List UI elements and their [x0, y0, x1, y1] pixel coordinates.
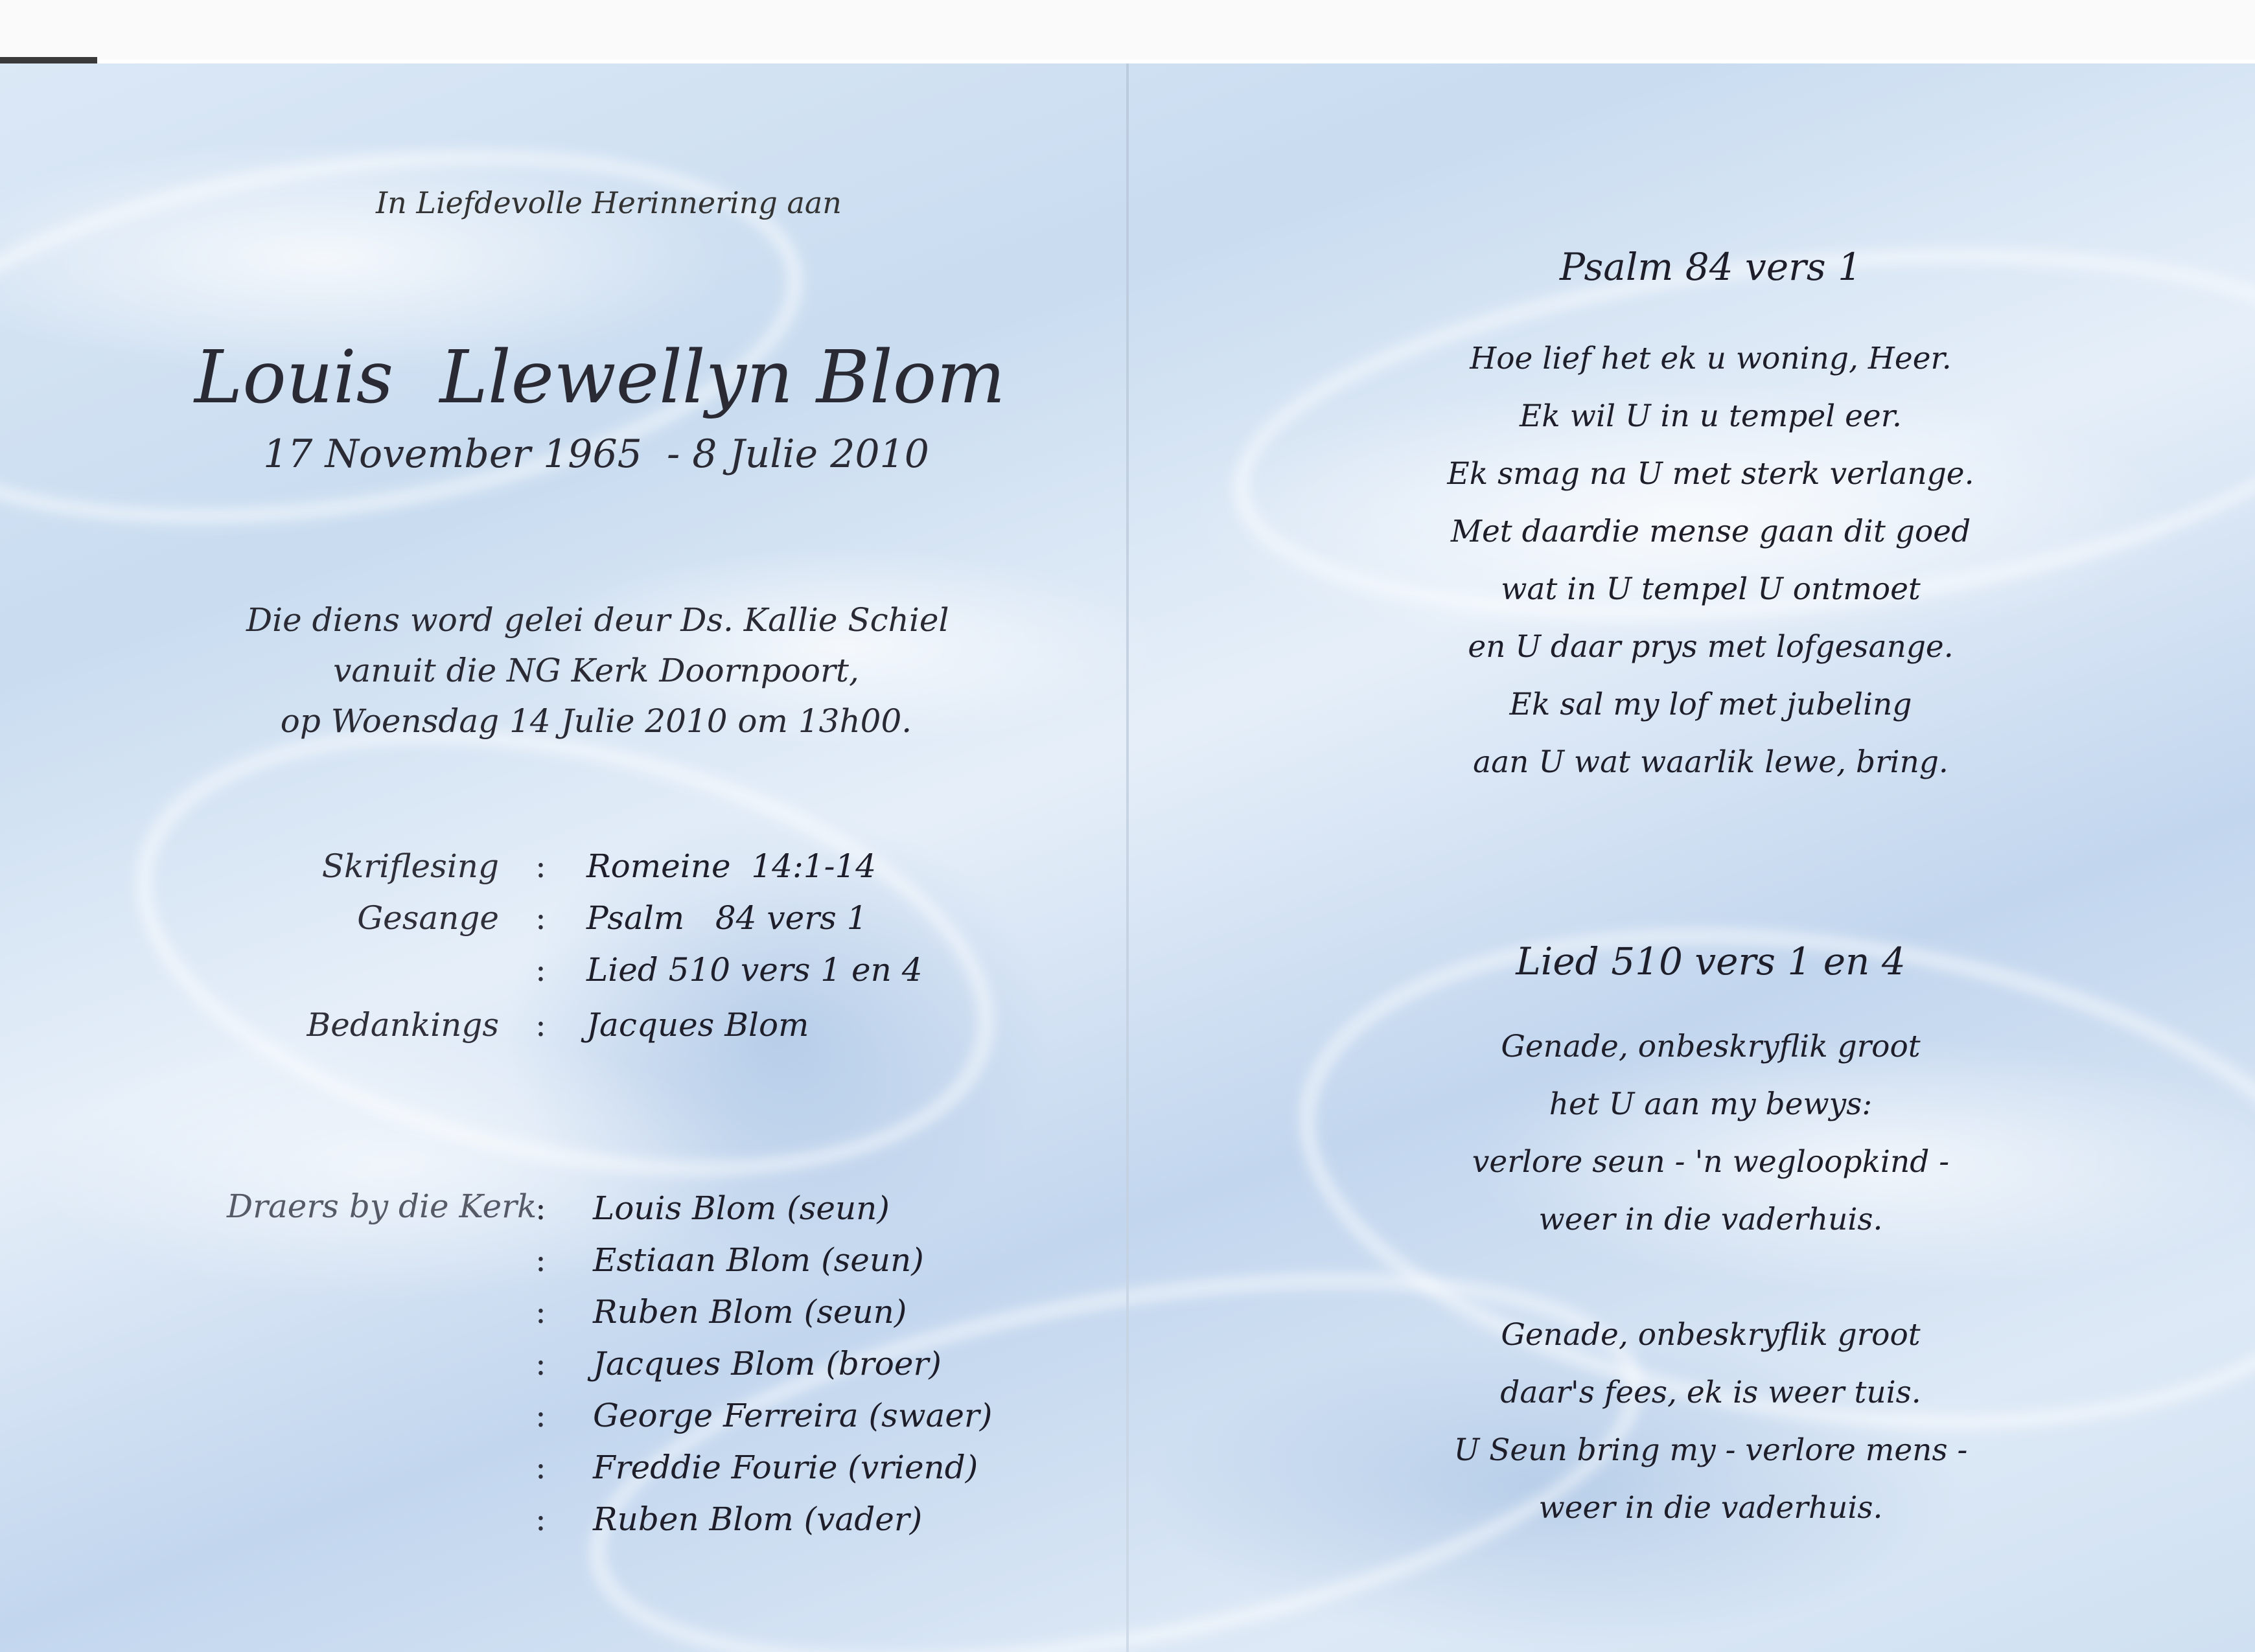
lied-line: weer in die vaderhuis.: [1538, 1202, 1883, 1237]
scan-margin: [0, 0, 2255, 60]
bearer-colon: :: [535, 1397, 546, 1434]
bearers-label: Draers by die Kerk: [227, 1187, 537, 1225]
bearer-colon: :: [535, 1189, 546, 1227]
program-value: Lied 510 vers 1 en 4: [586, 951, 923, 989]
service-line: op Woensdag 14 Julie 2010 om 13h00.: [280, 702, 912, 740]
service-line: vanuit die NG Kerk Doornpoort,: [333, 652, 859, 689]
bearer-name: Ruben Blom (seun): [593, 1293, 907, 1331]
bearer-name: Freddie Fourie (vriend): [593, 1449, 978, 1486]
psalm-line: Hoe lief het ek u woning, Heer.: [1470, 341, 1952, 376]
bearer-name: Louis Blom (seun): [593, 1189, 890, 1227]
program-label-gesange: Gesange: [357, 899, 499, 937]
bearer-colon: :: [535, 1500, 546, 1538]
program-colon: :: [535, 1006, 546, 1044]
center-fold: [1126, 63, 1129, 1652]
program-value: Romeine 14:1-14: [586, 847, 877, 885]
psalm-line: Met daardie mense gaan dit goed: [1450, 514, 1971, 549]
lied-line: verlore seun - 'n wegloopkind -: [1472, 1144, 1950, 1180]
bearer-colon: :: [535, 1345, 546, 1382]
lied-line: U Seun bring my - verlore mens -: [1453, 1432, 1968, 1468]
program-colon: :: [535, 899, 546, 937]
lied-line: Genade, onbeskryflik groot: [1501, 1317, 1921, 1353]
bearer-colon: :: [535, 1293, 546, 1331]
psalm-title: Psalm 84 vers 1: [1560, 245, 1862, 289]
bearer-name: George Ferreira (swaer): [593, 1397, 993, 1434]
program-value: Jacques Blom: [586, 1006, 809, 1044]
psalm-line: aan U wat waarlik lewe, bring.: [1473, 744, 1949, 780]
psalm-line: en U daar prys met lofgesange.: [1468, 629, 1954, 665]
lied-line: daar's fees, ek is weer tuis.: [1500, 1375, 1921, 1410]
psalm-line: Ek smag na U met sterk verlange.: [1447, 456, 1974, 492]
psalm-line: Ek wil U in u tempel eer.: [1520, 398, 1902, 434]
lied-line: Genade, onbeskryflik groot: [1501, 1029, 1921, 1064]
bearer-name: Ruben Blom (vader): [593, 1500, 923, 1538]
lied-line: het U aan my bewys:: [1549, 1086, 1873, 1122]
service-line: Die diens word gelei deur Ds. Kallie Schiel: [246, 601, 949, 639]
psalm-line: Ek sal my lof met jubeling: [1509, 687, 1912, 722]
bearer-name: Jacques Blom (broer): [593, 1345, 942, 1382]
lied-title: Lied 510 vers 1 en 4: [1516, 939, 1906, 983]
psalm-line: wat in U tempel U ontmoet: [1501, 571, 1921, 607]
life-dates: 17 November 1965 - 8 Julie 2010: [263, 431, 929, 477]
program-value: Psalm 84 vers 1: [586, 899, 868, 937]
bearer-colon: :: [535, 1449, 546, 1486]
program-colon: :: [535, 951, 546, 989]
intro-text: In Liefdevolle Herinnering aan: [376, 185, 842, 220]
deceased-name: Louis Llewellyn Blom: [194, 336, 1006, 420]
funeral-program-card: [0, 63, 2255, 1652]
program-colon: :: [535, 847, 546, 885]
bearer-name: Estiaan Blom (seun): [593, 1241, 924, 1279]
lied-line: weer in die vaderhuis.: [1538, 1490, 1883, 1526]
program-label-bedankings: Bedankings: [306, 1006, 499, 1044]
program-label-skriflesing: Skriflesing: [321, 847, 499, 885]
bearer-colon: :: [535, 1241, 546, 1279]
